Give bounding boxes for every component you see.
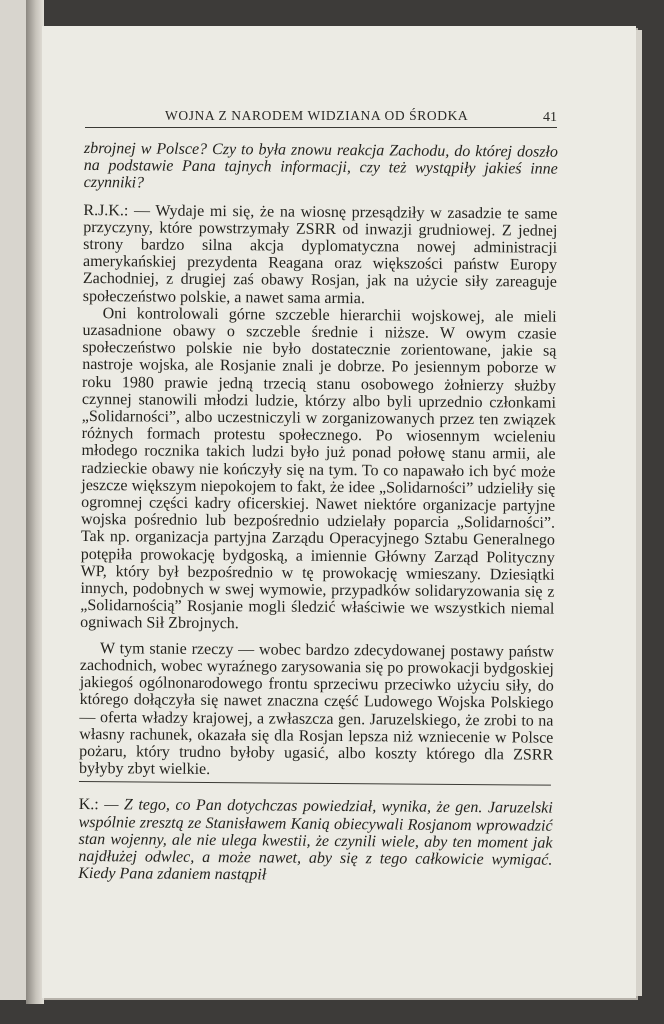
body-paragraph: W tym stanie rzeczy — wobec bardzo zdecydowanej postawy państw zachodnich, wobec wyraźnego zarysowania się po prowokacji bydgoskiej jakiegoś ogólnonarodowego frontu sprzeciwu przeciwko użyciu siły, do którego dołączyła się nawet znaczna część Ludowego Wojska Polskiego — oferta władzy krajowej, a zwłaszcza gen. Jaruzelskiego, że zrobi to na własny rachunek, okazała się dla Rosjan lepsza niż wzniecenie w Polsce pożaru, który trudno byłoby ugasić, albo koszty którego dla ZSRR byłyby zbyt wielkie. bbox=[78, 639, 555, 779]
page-body bbox=[78, 140, 558, 886]
speaker-label: K.: bbox=[78, 796, 99, 814]
question-paragraph bbox=[78, 796, 553, 886]
page-number: 41 bbox=[543, 110, 557, 125]
section-separator bbox=[79, 781, 551, 786]
header-rule bbox=[85, 127, 557, 128]
page-stack-edge bbox=[636, 30, 642, 996]
question-paragraph: zbrojnej w Polsce? Czy to była znowu reakcja Zachodu, do której doszło na podstawie Pana tajnych informacji, czy też wystąpiły jakieś inne czynniki? bbox=[83, 140, 558, 192]
body-paragraph: Oni kontrolowali górne szczeble hierarchii wojskowej, ale mieli uzasadnione obawy o szczeble średnie i niższe. W owym czasie społeczeństwo polskie nie było dostatecznie zorientowane, jakie są nastroje wojska, ale Rosjanie znali je dobrze. Po jesiennym poborze w roku 1980 prawie jedną trzecią stanu osobowego żołnierzy służby czynnej stanowili młodzi ludzie, którzy albo byli uprzednio członkami „Solidarności”, albo uczestniczyli w zorganizowanych przez ten związek różnych formach protestu społecznego. Po wiosennym wcieleniu młodego rocznika takich ludzi było już ponad połowę stanu armii, ale radzieckie obawy nie kończyły się na tym. To co napawało ich być może jeszcze większym niepokojem to fakt, że idee „Solidarności” udzieliły się ogromnej części kadry oficerskiej. Nawet niektóre organizacje partyjne wojska pośrednio lub bezpośrednio udzielały poparcia „Solidarności”. Tak np. organizacja partyjna Zarządu Operacyjnego Sztabu Generalnego potępiła prowokację bydgoską, a imiennie Główny Zarząd Polityczny WP, który był bezpośrednio w tę prowokację wmieszany. Dziesiątki innych, podobnych w swej wymowie, przypadków solidaryzowania się z „Solidarnością” Rosjanie mogli śledzić właściwie we wszystkich niemal ogniwach Sił Zbrojnych. bbox=[80, 304, 557, 633]
running-header-title: WOJNA Z NARODEM WIDZIANA OD ŚRODKA bbox=[165, 108, 469, 123]
answer-paragraph: R.J.K.: — Wydaje mi się, że na wiosnę przesądziły w zasadzie te same przyczyny, które powstrzymały ZSRR od inwazji grudniowej. Z jednej strony bardzo silna akcja dyplomatyczna nowej administracji amerykańskiej prezydenta Reagana oraz większości państw Europy Zachodniej, z drugiej zaś obawy Rosjan, jak na użycie siły zareaguje społeczeństwo polskie, a nawet sama armia. bbox=[82, 201, 558, 307]
question-text: — Z tego, co Pan dotychczas powiedział, wynika, że gen. Jaruzelski wspólnie zresztą ze Stanisławem Kanią obiecywali Rosjanom wprowadzić stan wojenny, ale nie ulega kwestii, że czynili wiele, aby ten moment jak najdłużej odwlec, a może nawet, aby się z tego całkowicie wymigać. Kiedy Pana zdaniem nastąpił bbox=[78, 796, 553, 884]
left-page-edge bbox=[0, 0, 28, 1000]
running-header bbox=[85, 108, 557, 128]
